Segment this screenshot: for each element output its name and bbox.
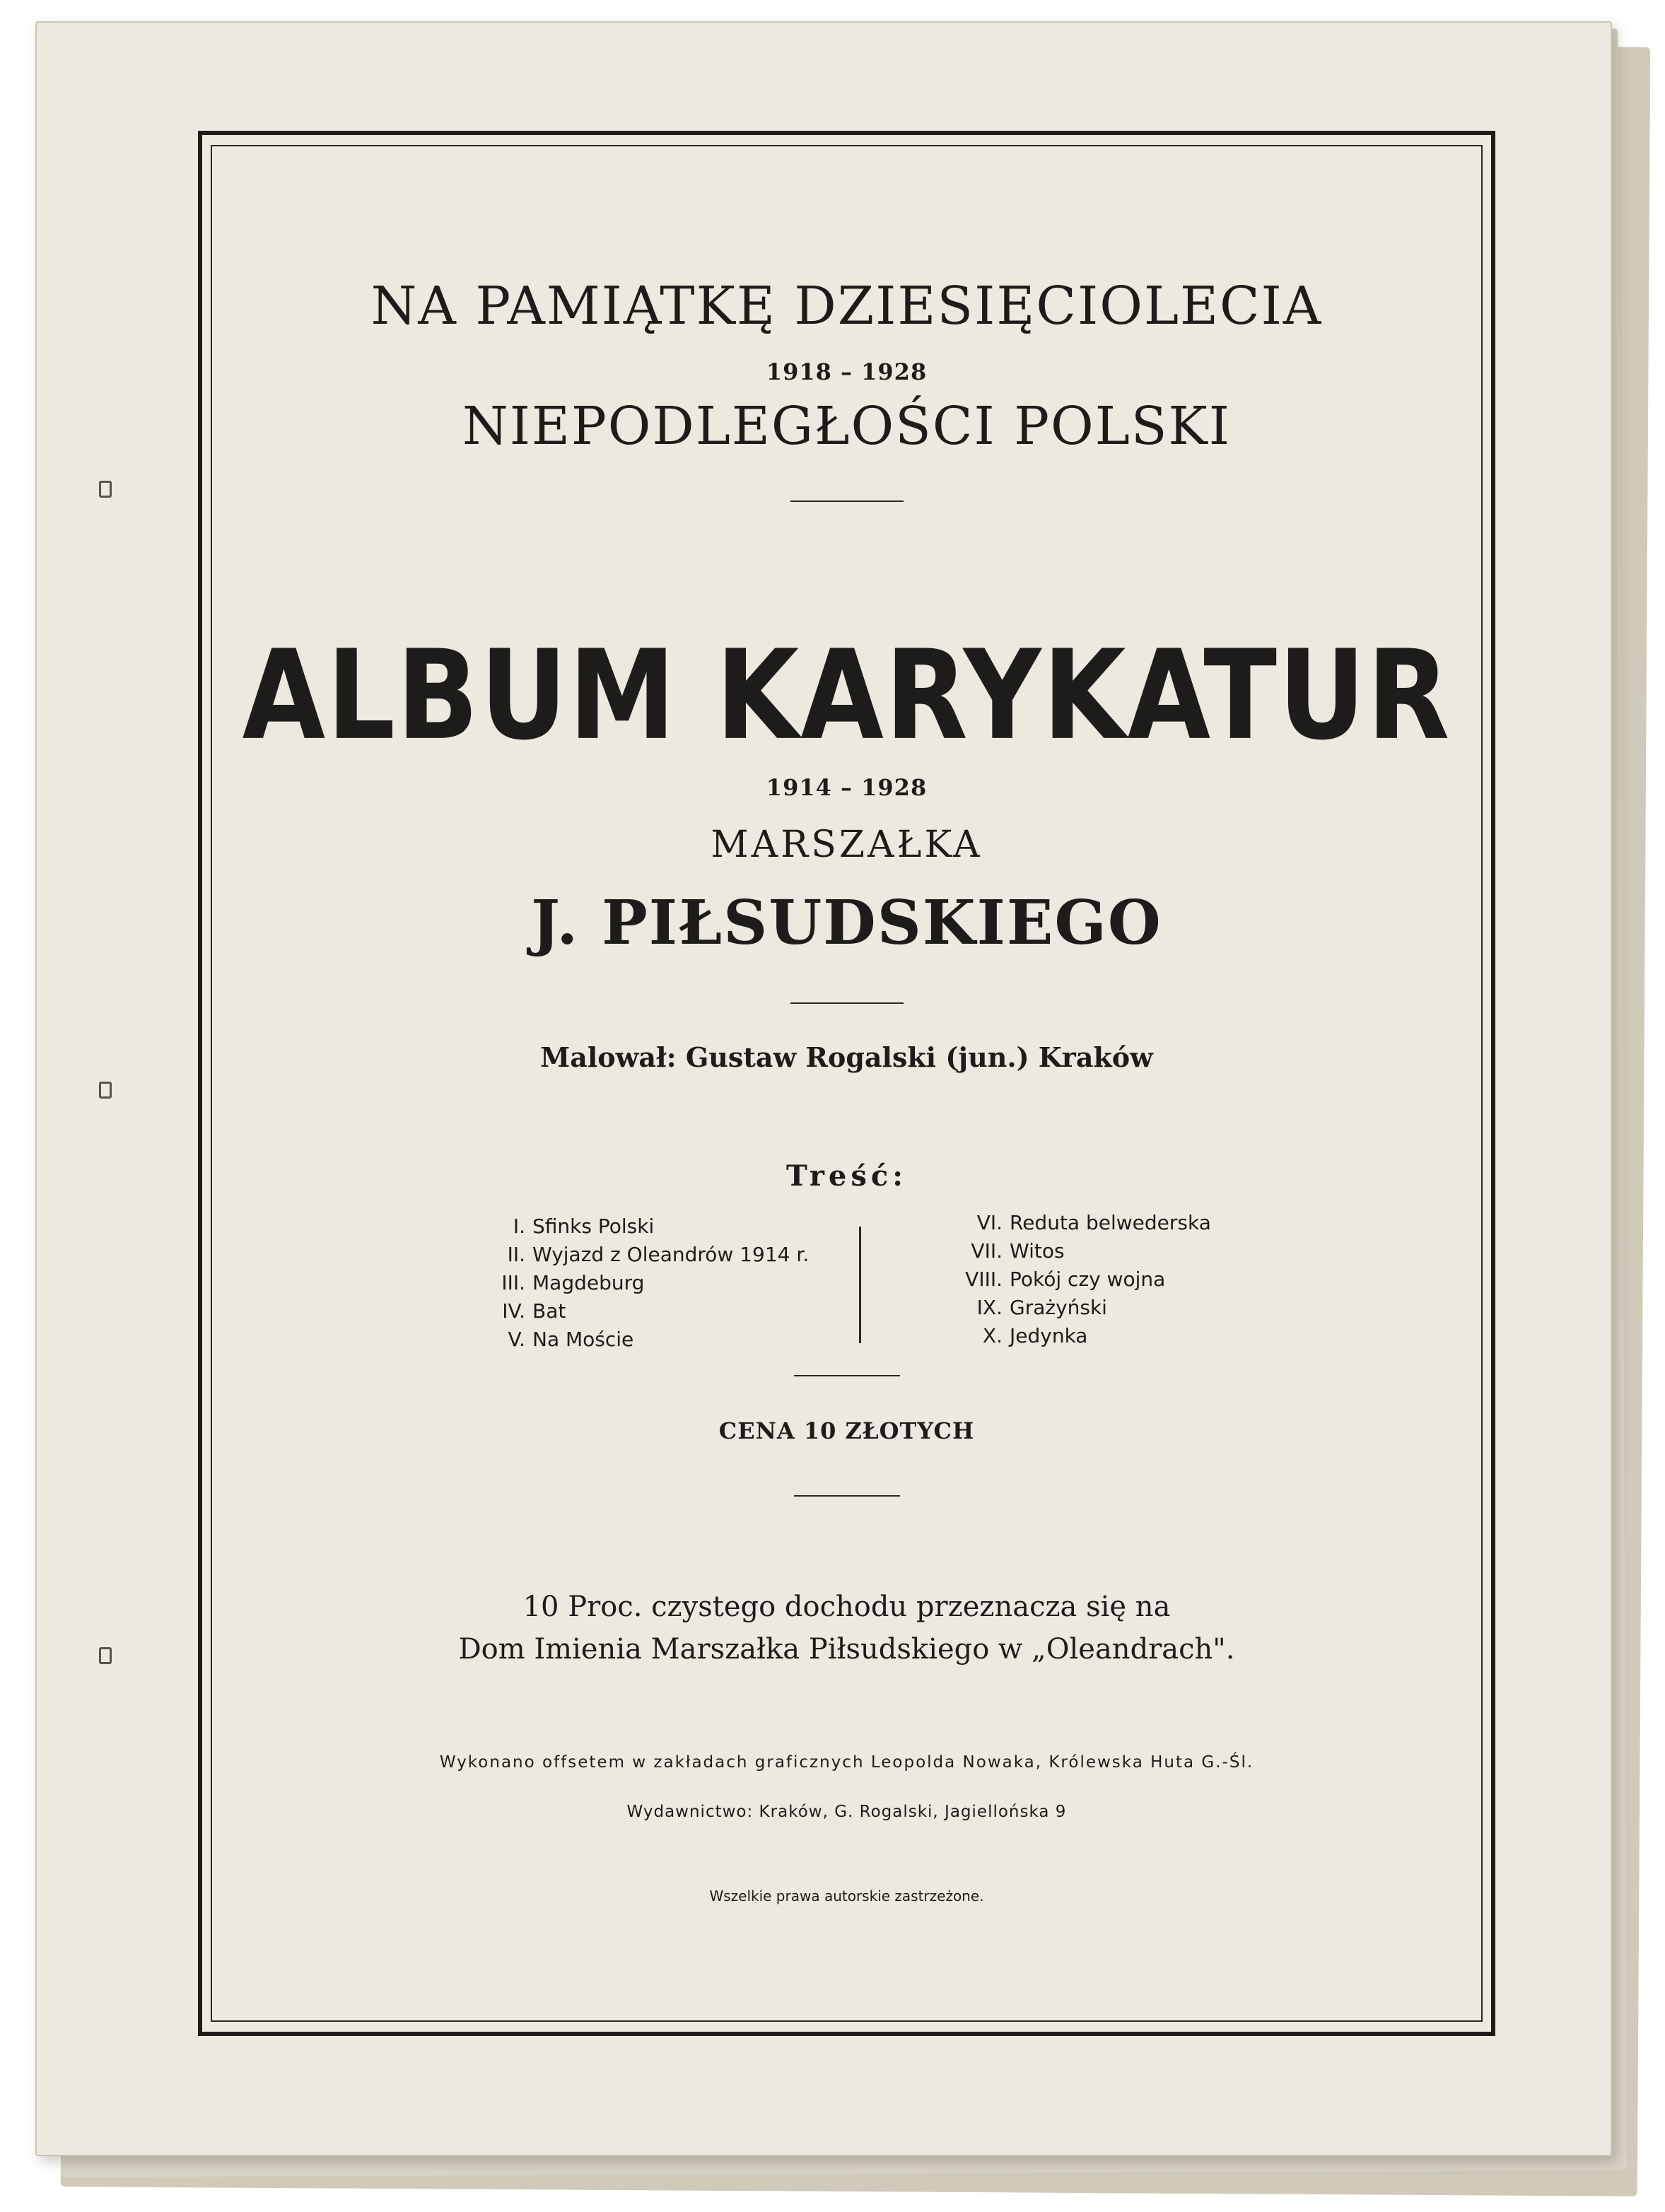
marshal-name: J. PIŁSUDSKIEGO (531, 887, 1162, 959)
header-line-1: NA PAMIĄTKĘ DZIESIĘCIOLECIA (370, 276, 1323, 337)
header-years: 1918 – 1928 (766, 358, 928, 385)
contents-list-right (933, 1209, 1230, 1350)
proceeds-line-2: Dom Imienia Marszałka Piłsudskiego w „Oleandrach". (458, 1633, 1235, 1666)
rights-line: Wszelkie prawa autorskie zastrzeżone. (709, 1888, 984, 1904)
list-item: VIII. Pokój czy wojna (965, 1268, 1166, 1291)
ornament-rule (794, 1495, 900, 1497)
list-item: I. Sfinks Polski (513, 1215, 655, 1238)
album-years: 1914 – 1928 (766, 774, 928, 801)
marshal-label: MARSZAŁKA (711, 824, 983, 866)
ornament-rule (790, 501, 904, 502)
contents-heading: Treść: (785, 1159, 908, 1193)
publisher-line: Wydawnictwo: Kraków, G. Rogalski, Jagiellońska 9 (626, 1803, 1067, 1821)
list-item: II. Wyjazd z Oleandrów 1914 r. (507, 1243, 810, 1266)
list-item: IX. Grażyński (976, 1296, 1107, 1319)
binding-staple (99, 1647, 112, 1664)
contents-divider (859, 1227, 861, 1343)
author-line: Malował: Gustaw Rogalski (jun.) Kraków (540, 1041, 1153, 1073)
price-line: CENA 10 ZŁOTYCH (718, 1417, 975, 1444)
proceeds-line-1: 10 Proc. czystego dochodu przeznacza się na (522, 1591, 1171, 1623)
binding-staple (99, 481, 112, 498)
ornament-rule (794, 1375, 900, 1376)
ornament-rule (790, 1002, 904, 1004)
printer-line: Wykonano offsetem w zakładach graficznych Leopolda Nowaka, Królewska Huta G.-Śl. (439, 1753, 1254, 1772)
list-item: III. Magdeburg (501, 1271, 645, 1294)
header-line-2: NIEPODLEGŁOŚCI POLSKI (462, 396, 1232, 457)
list-item: VII. Witos (971, 1239, 1065, 1263)
album-title: ALBUM KARYKATUR (242, 623, 1451, 768)
list-item: IV. Bat (502, 1299, 566, 1323)
list-item: V. Na Moście (508, 1328, 634, 1351)
contents-list-left (456, 1212, 827, 1354)
list-item: X. Jedynka (982, 1324, 1088, 1347)
binding-staple (99, 1082, 112, 1099)
cover-content (219, 152, 1474, 2015)
list-item: VI. Reduta belwederska (976, 1211, 1211, 1234)
